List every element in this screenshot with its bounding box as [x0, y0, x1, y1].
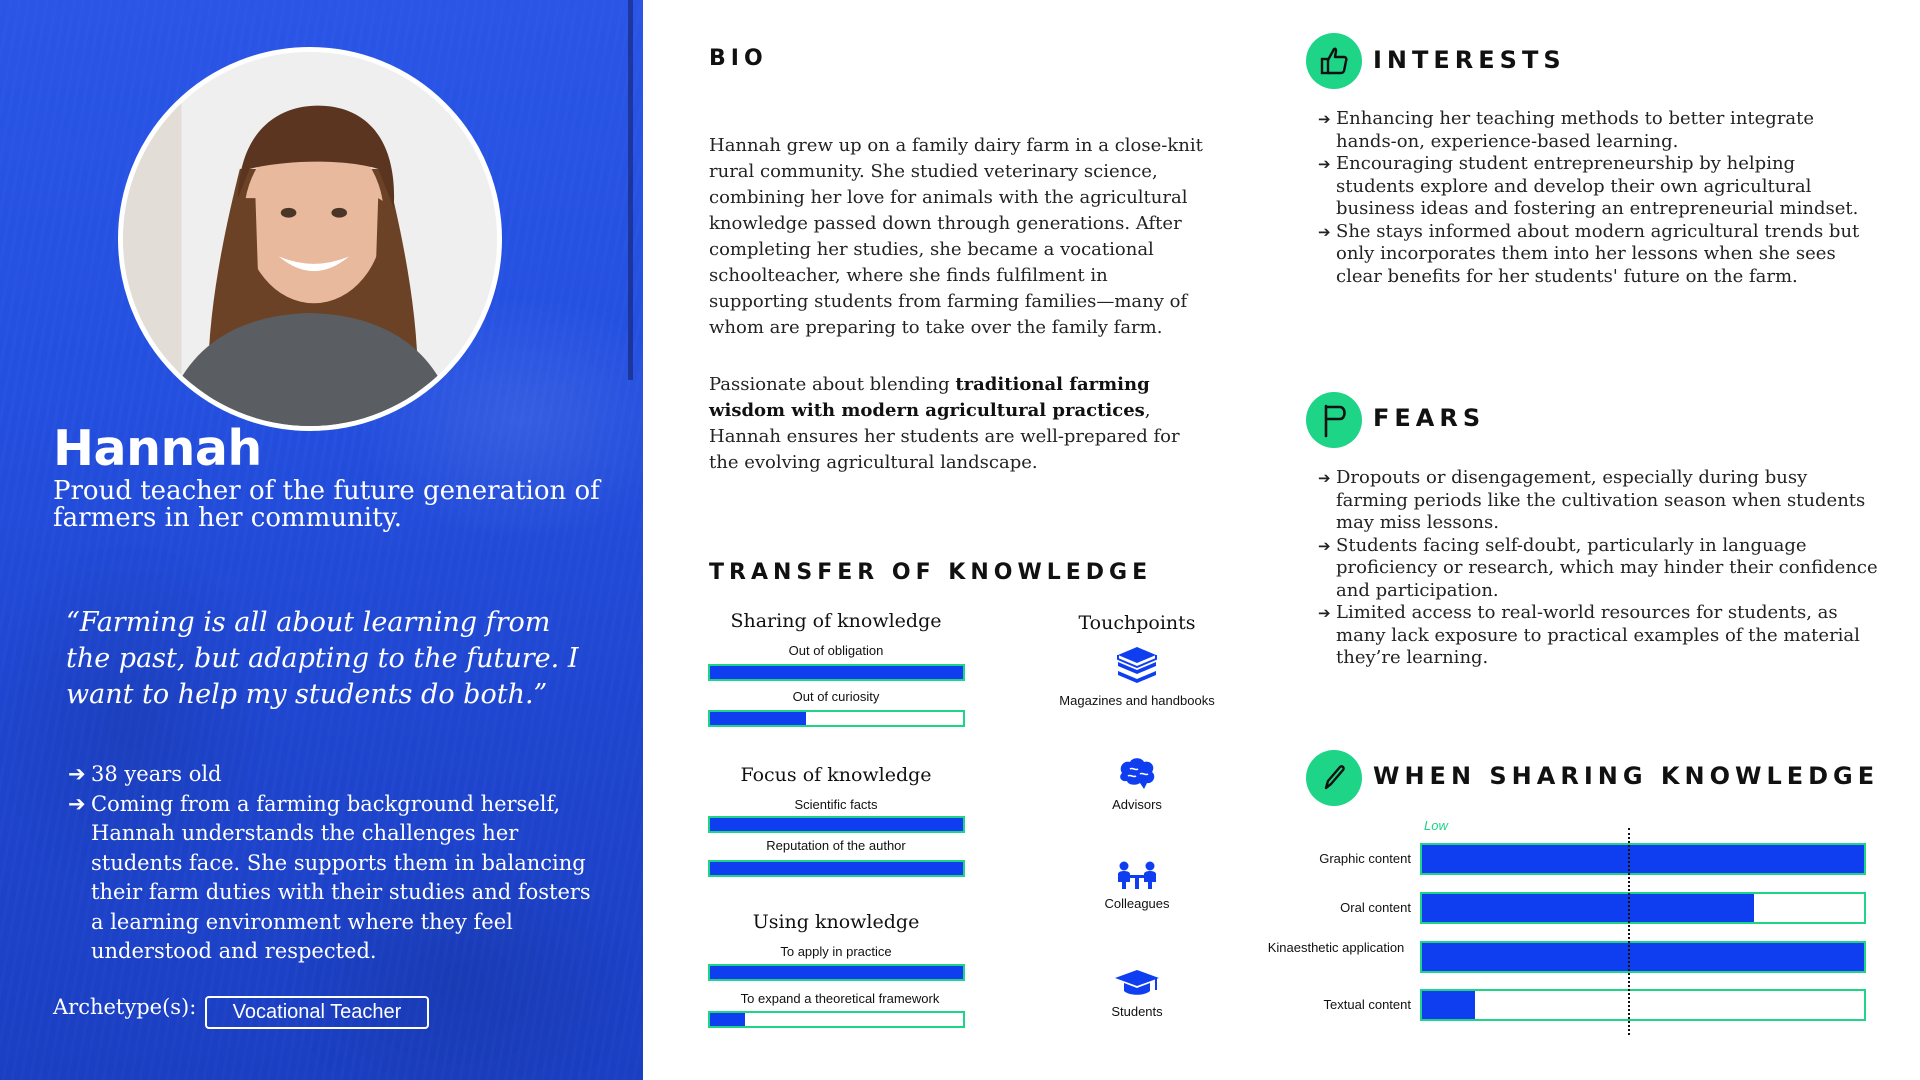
profile-panel: [0, 0, 643, 1080]
flag-icon: [1306, 392, 1362, 448]
fear-item: ➔ Students facing self-doubt, particularly in language proficiency or research, which may hinder their confidence and participation.: [1318, 534, 1878, 601]
persona-name: Hannah: [53, 420, 262, 477]
graphic-content-bar-fill: [1422, 845, 1864, 873]
curiosity-bar-fill: [710, 712, 806, 725]
bio-paragraph-2: Passionate about blending traditional farming wisdom with modern agricultural practices, Hannah ensures her students are well-prepared for the evolving agricultural landscape.: [709, 374, 1180, 473]
archetype-label: Archetype(s):: [53, 995, 197, 1019]
theoretical-framework-label: To expand a theoretical framework: [740, 991, 940, 1006]
interest-item: ➔ Encouraging student entrepreneurship by helping students explore and develop their own agricultural business ideas and fostering an entrepreneurial mindset.: [1318, 153, 1859, 219]
author-reputation-label: Reputation of the author: [766, 838, 906, 853]
low-threshold-line: [1628, 828, 1630, 1035]
background-pole: [628, 0, 633, 380]
colleagues-icon: [1114, 860, 1160, 890]
kinaesthetic-bar-fill: [1422, 943, 1864, 971]
portrait-photo: [118, 47, 502, 431]
scientific-facts-bar-fill: [710, 818, 963, 831]
graphic-content-bar: [1420, 843, 1866, 875]
obligation-bar-fill: [710, 666, 963, 679]
obligation-bar: [708, 664, 965, 681]
scientific-facts-label: Scientific facts: [794, 797, 878, 812]
knowledge-title: TRANSFER OF KNOWLEDGE: [709, 560, 1153, 585]
touchpoint-label: Magazines and handbooks: [1059, 693, 1215, 708]
textual-content-label: Textual content: [1323, 997, 1411, 1012]
scientific-facts-bar: [708, 816, 965, 833]
oral-content-bar: [1420, 892, 1866, 924]
oral-content-bar-fill: [1422, 894, 1754, 922]
fears-list: [1318, 467, 1878, 670]
arrow-icon: ➔: [1318, 110, 1331, 128]
touchpoint-colleagues: [1037, 860, 1237, 911]
brain-icon: [1116, 757, 1158, 791]
pencil-icon: [1306, 750, 1362, 806]
touchpoint-students: [1037, 968, 1237, 1019]
obligation-label: Out of obligation: [788, 643, 884, 658]
book-stack-icon: [1114, 645, 1160, 687]
graphic-content-label: Graphic content: [1319, 851, 1411, 866]
interests-title: INTERESTS: [1373, 46, 1566, 74]
focus-of-knowledge-title: Focus of knowledge: [740, 764, 932, 786]
archetype-badge: Vocational Teacher: [205, 996, 429, 1029]
sharing-title: WHEN SHARING KNOWLEDGE: [1373, 762, 1880, 790]
interest-item: ➔ She stays informed about modern agricultural trends but only incorporates them into her lessons when she sees clear benefits for her students' future on the farm.: [1318, 220, 1860, 287]
arrow-icon: ➔: [68, 762, 86, 786]
textual-content-bar-fill: [1422, 991, 1475, 1019]
persona-tagline: Proud teacher of the future generation of farmers in her community.: [53, 476, 600, 533]
bio-paragraph-1: Hannah grew up on a family dairy farm in a close-knit rural community. She studied veterinary science, combining her love for animals with the agricultural knowledge passed down through generations. After completing her studies, she became a vocational schoolteacher, where she finds fulfilment in supporting students from farming families—many of whom are preparing to take over the family farm.: [709, 135, 1203, 338]
fact-item: ➔ Coming from a farming background herself, Hannah understands the challenges her students face. She supports them in balancing their farm duties with their studies and fosters a learning environment where they feel understood and respected.: [68, 791, 591, 963]
touchpoint-label: Colleagues: [1104, 896, 1170, 911]
touchpoints-title: Touchpoints: [1078, 612, 1196, 634]
touchpoint-magazines: [1037, 645, 1237, 708]
theoretical-framework-bar-fill: [710, 1013, 745, 1026]
arrow-icon: ➔: [1318, 155, 1331, 173]
theoretical-framework-bar: [708, 1011, 965, 1028]
curiosity-bar: [708, 710, 965, 727]
author-reputation-bar-fill: [710, 862, 963, 875]
persona-facts: [68, 760, 608, 967]
fact-item: ➔ 38 years old: [68, 760, 608, 790]
apply-in-practice-label: To apply in practice: [780, 944, 892, 959]
fear-item: ➔ Dropouts or disengagement, especially during busy farming periods like the cultivation season when students may miss lessons.: [1318, 467, 1866, 533]
bio-title: BIO: [709, 46, 768, 71]
sharing-of-knowledge-title: Sharing of knowledge: [730, 610, 942, 632]
arrow-icon: ➔: [68, 791, 86, 816]
fear-item: ➔ Limited access to real-world resources for students, as many lack exposure to practical examples of the material they’re learning.: [1318, 602, 1860, 668]
using-knowledge-title: Using knowledge: [752, 911, 920, 933]
persona-quote: “Farming is all about learning from the past, but adapting to the future. I want to help my students do both.”: [66, 607, 579, 710]
portrait-illustration: [123, 52, 497, 426]
interest-item: ➔ Enhancing her teaching methods to better integrate hands-on, experience-based learning.: [1318, 108, 1815, 152]
kinaesthetic-bar: [1420, 941, 1866, 973]
graduation-cap-icon: [1113, 968, 1161, 998]
apply-in-practice-bar-fill: [710, 966, 963, 979]
touchpoint-label: Advisors: [1112, 797, 1162, 812]
textual-content-bar: [1420, 989, 1866, 1021]
kinaesthetic-label: Kinaesthetic application: [1267, 940, 1405, 955]
arrow-icon: ➔: [1318, 469, 1331, 487]
curiosity-label: Out of curiosity: [792, 689, 880, 704]
interests-list: [1318, 108, 1878, 288]
arrow-icon: ➔: [1318, 604, 1331, 622]
arrow-icon: ➔: [1318, 222, 1331, 241]
low-label: Low: [1424, 818, 1448, 833]
arrow-icon: ➔: [1318, 536, 1331, 555]
apply-in-practice-bar: [708, 964, 965, 981]
thumbs-up-icon: [1306, 33, 1362, 89]
touchpoint-advisors: [1037, 757, 1237, 812]
touchpoint-label: Students: [1111, 1004, 1163, 1019]
fears-title: FEARS: [1373, 404, 1486, 432]
oral-content-label: Oral content: [1340, 900, 1411, 915]
author-reputation-bar: [708, 860, 965, 877]
